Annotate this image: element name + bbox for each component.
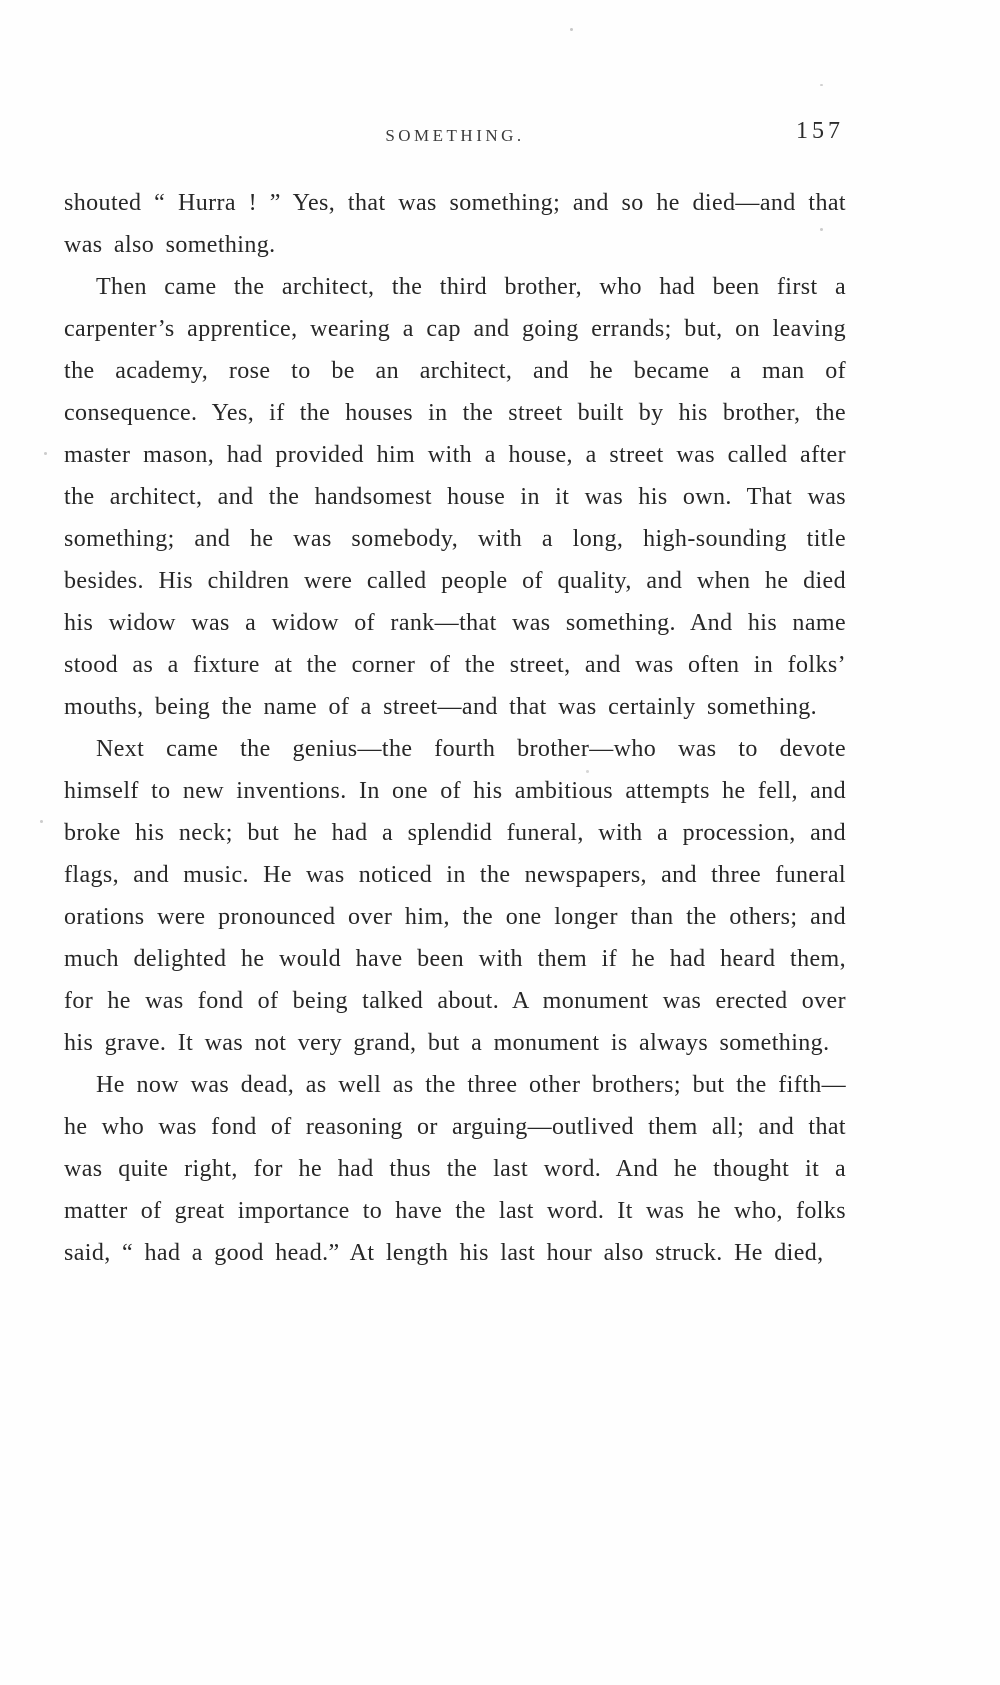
- body-text: [64, 182, 846, 1274]
- paragraph: He now was dead, as well as the three other brothers; but the fifth—he who was fond of reasoning or arguing—outlived them all; and that was quite right, for he had thus the last word. And he thought it a matter of great importance to have the last word. It was he who, folks said, “ had a good head.” At length his last hour also struck. He died,: [64, 1072, 846, 1266]
- page-content: [64, 118, 846, 1274]
- scan-speck: [570, 28, 573, 31]
- scan-speck: [40, 820, 43, 823]
- page-header: [64, 118, 846, 164]
- scan-speck: [44, 452, 47, 455]
- paragraph: shouted “ Hurra ! ” Yes, that was something; and so he died—and that was also something.: [64, 190, 846, 258]
- paragraph: Then came the architect, the third brother, who had been first a carpenter’s apprentice, wearing a cap and going errands; but, on leaving the academy, rose to be an architect, and he became a man of consequence. Yes, if the houses in the street built by his brother, the master mason, had provided him with a house, a street was called after the architect, and the handsomest house in it was his own. That was something; and he was somebody, with a long, high-sounding title besides. His children were called people of quality, and when he died his widow was a widow of rank—that was something. And his name stood as a fixture at the corner of the street, and was often in folks’ mouths, being the name of a street—and that was certainly something.: [64, 274, 846, 720]
- scan-speck: [820, 84, 823, 86]
- page-number: 157: [796, 118, 844, 144]
- running-title: SOMETHING.: [385, 126, 525, 145]
- paragraph: Next came the genius—the fourth brother—who was to devote himself to new inventions. In one of his ambitious attempts he fell, and broke his neck; but he had a splendid funeral, with a procession, and flags, and music. He was noticed in the newspapers, and three funeral orations were pronounced over him, the one longer than the others; and much delighted he would have been with them if he had heard them, for he was fond of being talked about. A monument was erected over his grave. It was not very grand, but a monument is always something.: [64, 736, 846, 1056]
